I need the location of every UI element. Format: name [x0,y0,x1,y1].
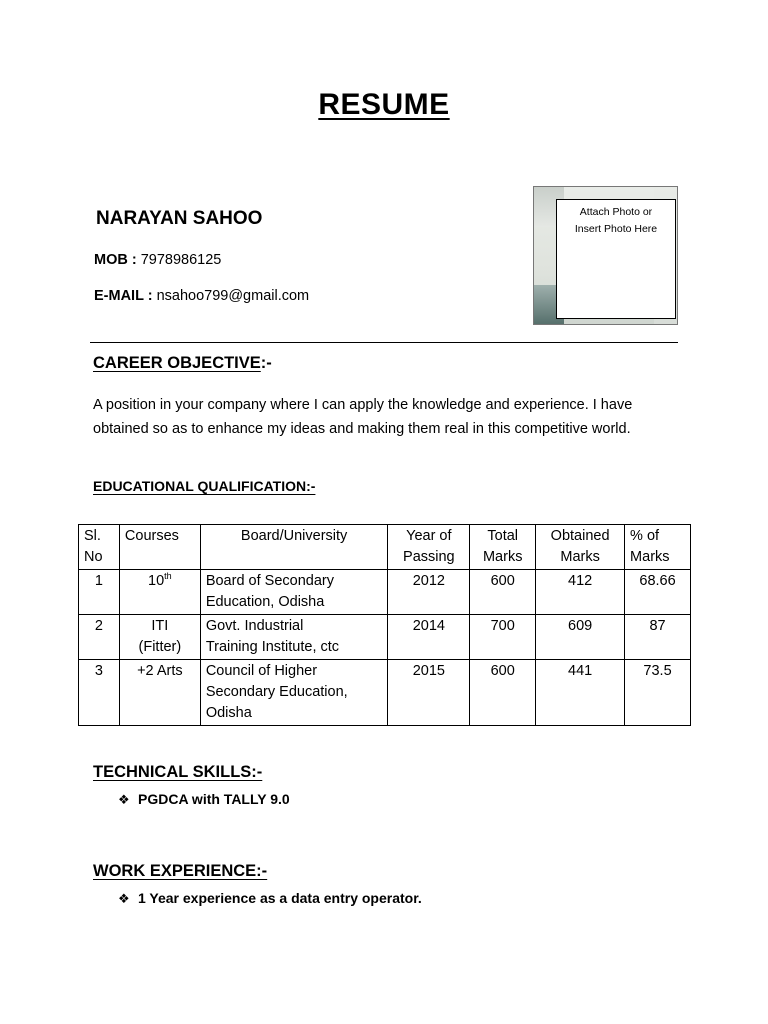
photo-placeholder-line2: Insert Photo Here [574,223,658,235]
email-line [94,288,309,304]
photo-placeholder [556,199,676,319]
list-item [118,791,290,808]
cell-total: 600 [470,570,536,615]
cell-board: Council of Higher Secondary Education, Odisha [200,660,388,726]
career-objective-heading-suffix: :- [260,354,272,372]
header-board: Board/University [200,525,388,570]
list-item [118,890,422,907]
header-divider [90,342,678,343]
cell-obtained: 441 [536,660,625,726]
table-row [79,570,691,615]
candidate-name: NARAYAN SAHOO [96,208,263,229]
cell-obtained: 412 [536,570,625,615]
cell-percent: 68.66 [625,570,691,615]
cell-obtained: 609 [536,615,625,660]
photo-frame [533,186,678,325]
table-row [79,660,691,726]
header-total-marks: Total Marks [470,525,536,570]
cell-course: +2 Arts [119,660,200,726]
header-obtained-marks: Obtained Marks [536,525,625,570]
education-table-header [79,525,691,570]
mobile-line [94,252,221,268]
work-experience-heading: WORK EXPERIENCE:- [93,862,268,880]
cell-sl: 1 [79,570,120,615]
career-objective-heading [93,354,272,373]
work-item-text: 1 Year experience as a data entry operator. [138,890,422,906]
cell-percent: 73.5 [625,660,691,726]
header-year: Year of Passing [388,525,470,570]
cell-percent: 87 [625,615,691,660]
cell-board: Board of Secondary Education, Odisha [200,570,388,615]
header-sl-no: Sl. No [79,525,120,570]
cell-board: Govt. Industrial Training Institute, ctc [200,615,388,660]
header-courses: Courses [119,525,200,570]
career-objective-heading-text: CAREER OBJECTIVE [93,354,261,372]
career-objective-text: A position in your company where I can apply the knowledge and experience. I have obtained so as to enhance my ideas and making them real in this competitive world. [93,397,633,437]
cell-total: 600 [470,660,536,726]
technical-skills-heading: TECHNICAL SKILLS:- [93,763,263,781]
cell-year: 2012 [388,570,470,615]
cell-course: 10th [119,570,200,615]
mobile-number: 7978986125 [140,252,222,268]
header-percent: % of Marks [625,525,691,570]
diamond-bullet-icon: ❖ [118,891,130,906]
cell-year: 2014 [388,615,470,660]
diamond-bullet-icon: ❖ [118,792,130,807]
photo-placeholder-line1: Attach Photo or [579,206,653,218]
cell-sl: 2 [79,615,120,660]
mobile-label: MOB : [94,252,137,268]
education-heading: EDUCATIONAL QUALIFICATION:- [93,478,316,494]
table-row [79,615,691,660]
cell-sl: 3 [79,660,120,726]
email-label: E-MAIL : [94,288,153,304]
email-address: nsahoo799@gmail.com [156,288,310,304]
skill-item-text: PGDCA with TALLY 9.0 [138,791,290,807]
cell-course: ITI (Fitter) [119,615,200,660]
cell-year: 2015 [388,660,470,726]
cell-total: 700 [470,615,536,660]
resume-title: RESUME [318,88,450,121]
education-table [78,524,691,726]
